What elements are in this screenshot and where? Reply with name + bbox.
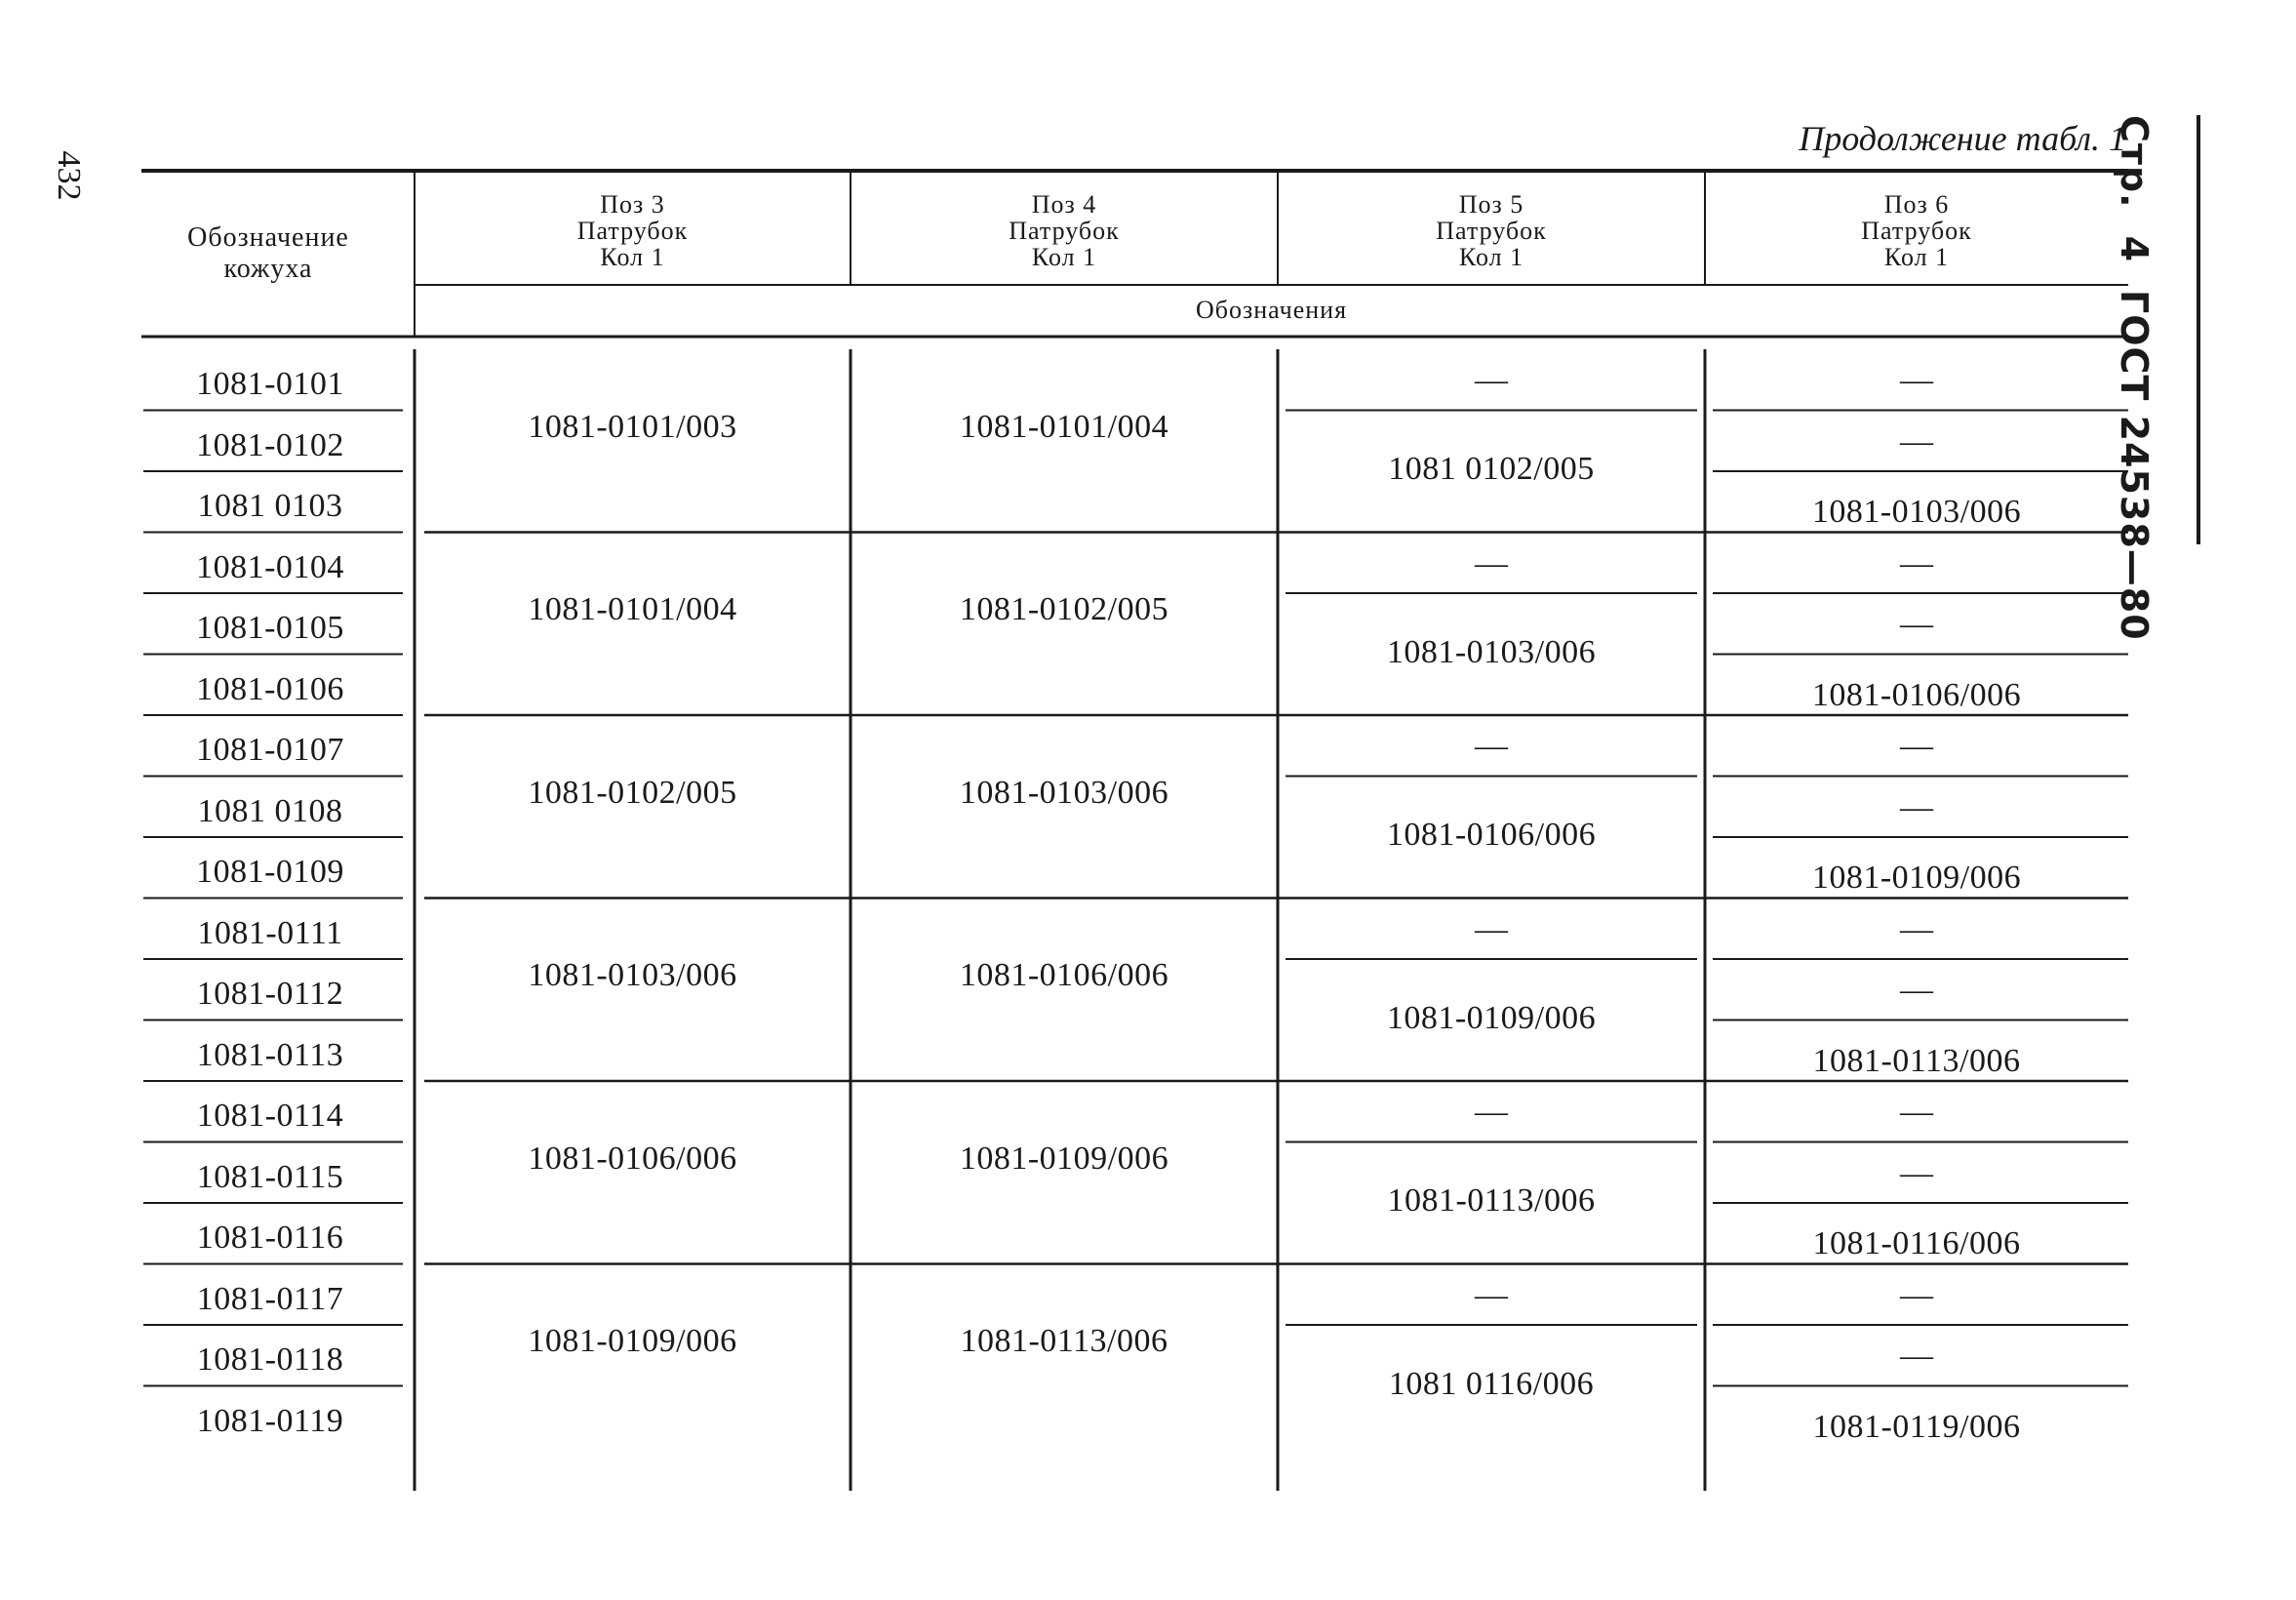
column-pos-label: Поз 6 — [1883, 190, 1950, 219]
pos6-designation: 1081-0109/006 — [1811, 860, 2022, 896]
pos6-dash: — — [1900, 972, 1933, 1008]
pos6-designation: 1081-0103/006 — [1811, 494, 2022, 530]
column-name-label: Патрубок — [1009, 217, 1120, 245]
row-designation: 1081-0105 — [196, 610, 344, 646]
column-qty-label: Кол 1 — [1883, 243, 1950, 271]
row-designation: 1081-0104 — [196, 548, 344, 585]
pos5-dash: — — [1475, 1094, 1508, 1130]
pos6-dash: — — [1900, 362, 1933, 398]
continuation-caption: Продолжение табл. 1 — [1799, 119, 2126, 158]
row-designation: 1081-0114 — [196, 1098, 344, 1134]
row-designation: 1081 0103 — [197, 488, 343, 524]
pos6-dash: — — [1900, 422, 1933, 460]
pos6-dash: — — [1900, 1154, 1933, 1191]
column-pos-label: Поз 5 — [1458, 190, 1524, 219]
pos6-designation: 1081-0119/006 — [1812, 1408, 2021, 1445]
row-designation: 1081-0115 — [196, 1158, 344, 1195]
column-qty-label: Кол 1 — [600, 243, 665, 271]
pos4-designation: 1081-0103/006 — [959, 774, 1169, 811]
pos6-dash: — — [1900, 1338, 1933, 1374]
pos5-designation: 1081-0113/006 — [1387, 1182, 1596, 1219]
pos5-dash: — — [1475, 1276, 1508, 1313]
row-designation: 1081-0118 — [196, 1341, 344, 1378]
column-name-label: Патрубок — [1436, 217, 1547, 245]
row-designation: 1081-0101 — [196, 366, 344, 402]
row-designation: 1081-0106 — [196, 670, 344, 707]
pos6-dash: — — [1900, 910, 1933, 947]
column-qty-label: Кол 1 — [1458, 243, 1524, 271]
designation-header: Обозначение кожуха — [187, 222, 349, 284]
row-designation: 1081-0111 — [197, 914, 343, 951]
pos5-designation: 1081-0103/006 — [1386, 633, 1597, 670]
pos6-dash: — — [1900, 606, 1933, 642]
pos5-designation: 1081 0116/006 — [1388, 1365, 1595, 1402]
pos5-designation: 1081-0106/006 — [1386, 817, 1597, 853]
pos5-dash: — — [1475, 362, 1508, 398]
row-designation: 1081-0117 — [196, 1280, 344, 1317]
pos5-dash: — — [1475, 728, 1508, 764]
pos6-dash: — — [1900, 788, 1933, 825]
pos4-designation: 1081-0113/006 — [960, 1323, 1168, 1360]
column-qty-label: Кол 1 — [1031, 243, 1097, 271]
column-pos-label: Поз 4 — [1031, 190, 1097, 219]
pos6-dash: — — [1900, 544, 1933, 581]
page-number: 432 — [51, 150, 87, 201]
standard-designation: ГОСТ 24538—80 — [2113, 290, 2156, 641]
page-value: 4 — [2113, 235, 2156, 263]
pos3-designation: 1081-0102/005 — [528, 774, 737, 811]
row-designation: 1081-0107 — [196, 732, 344, 768]
pos3-designation: 1081-0109/006 — [528, 1323, 737, 1360]
pos5-dash: — — [1475, 544, 1508, 581]
page-label: Стр. — [2113, 115, 2156, 209]
row-designation: 1081-0102 — [196, 426, 344, 463]
pos4-designation: 1081-0102/005 — [959, 591, 1169, 628]
row-designation: 1081-0112 — [196, 976, 344, 1012]
column-name-label: Патрубок — [576, 217, 689, 245]
pos4-designation: 1081-0101/004 — [959, 408, 1169, 445]
pos3-designation: 1081-0101/004 — [528, 591, 737, 628]
pos6-designation: 1081-0116/006 — [1812, 1225, 2021, 1261]
pos5-designation: 1081 0102/005 — [1388, 451, 1595, 487]
pos5-dash: — — [1475, 910, 1508, 947]
pos6-designation: 1081-0106/006 — [1811, 676, 2022, 713]
pos5-designation: 1081-0109/006 — [1386, 999, 1597, 1036]
pos6-dash: — — [1900, 728, 1933, 764]
subheader-designations: Обозначения — [1195, 296, 1348, 324]
pos6-dash: — — [1900, 1276, 1933, 1313]
column-name-label: Патрубок — [1861, 217, 1972, 245]
pos6-dash: — — [1900, 1094, 1933, 1130]
column-pos-label: Поз 3 — [600, 190, 665, 219]
pos4-designation: 1081-0109/006 — [959, 1140, 1169, 1177]
pos3-designation: 1081-0106/006 — [528, 1140, 737, 1177]
row-designation: 1081-0109 — [196, 854, 344, 890]
pos3-designation: 1081-0103/006 — [528, 957, 737, 994]
row-designation: 1081-0113 — [196, 1036, 344, 1073]
row-designation: 1081 0108 — [197, 792, 343, 829]
pos6-designation: 1081-0113/006 — [1812, 1042, 2021, 1079]
pos4-designation: 1081-0106/006 — [959, 957, 1169, 994]
row-designation: 1081-0119 — [196, 1402, 344, 1439]
pos3-designation: 1081-0101/003 — [528, 408, 737, 445]
row-designation: 1081-0116 — [196, 1220, 344, 1256]
